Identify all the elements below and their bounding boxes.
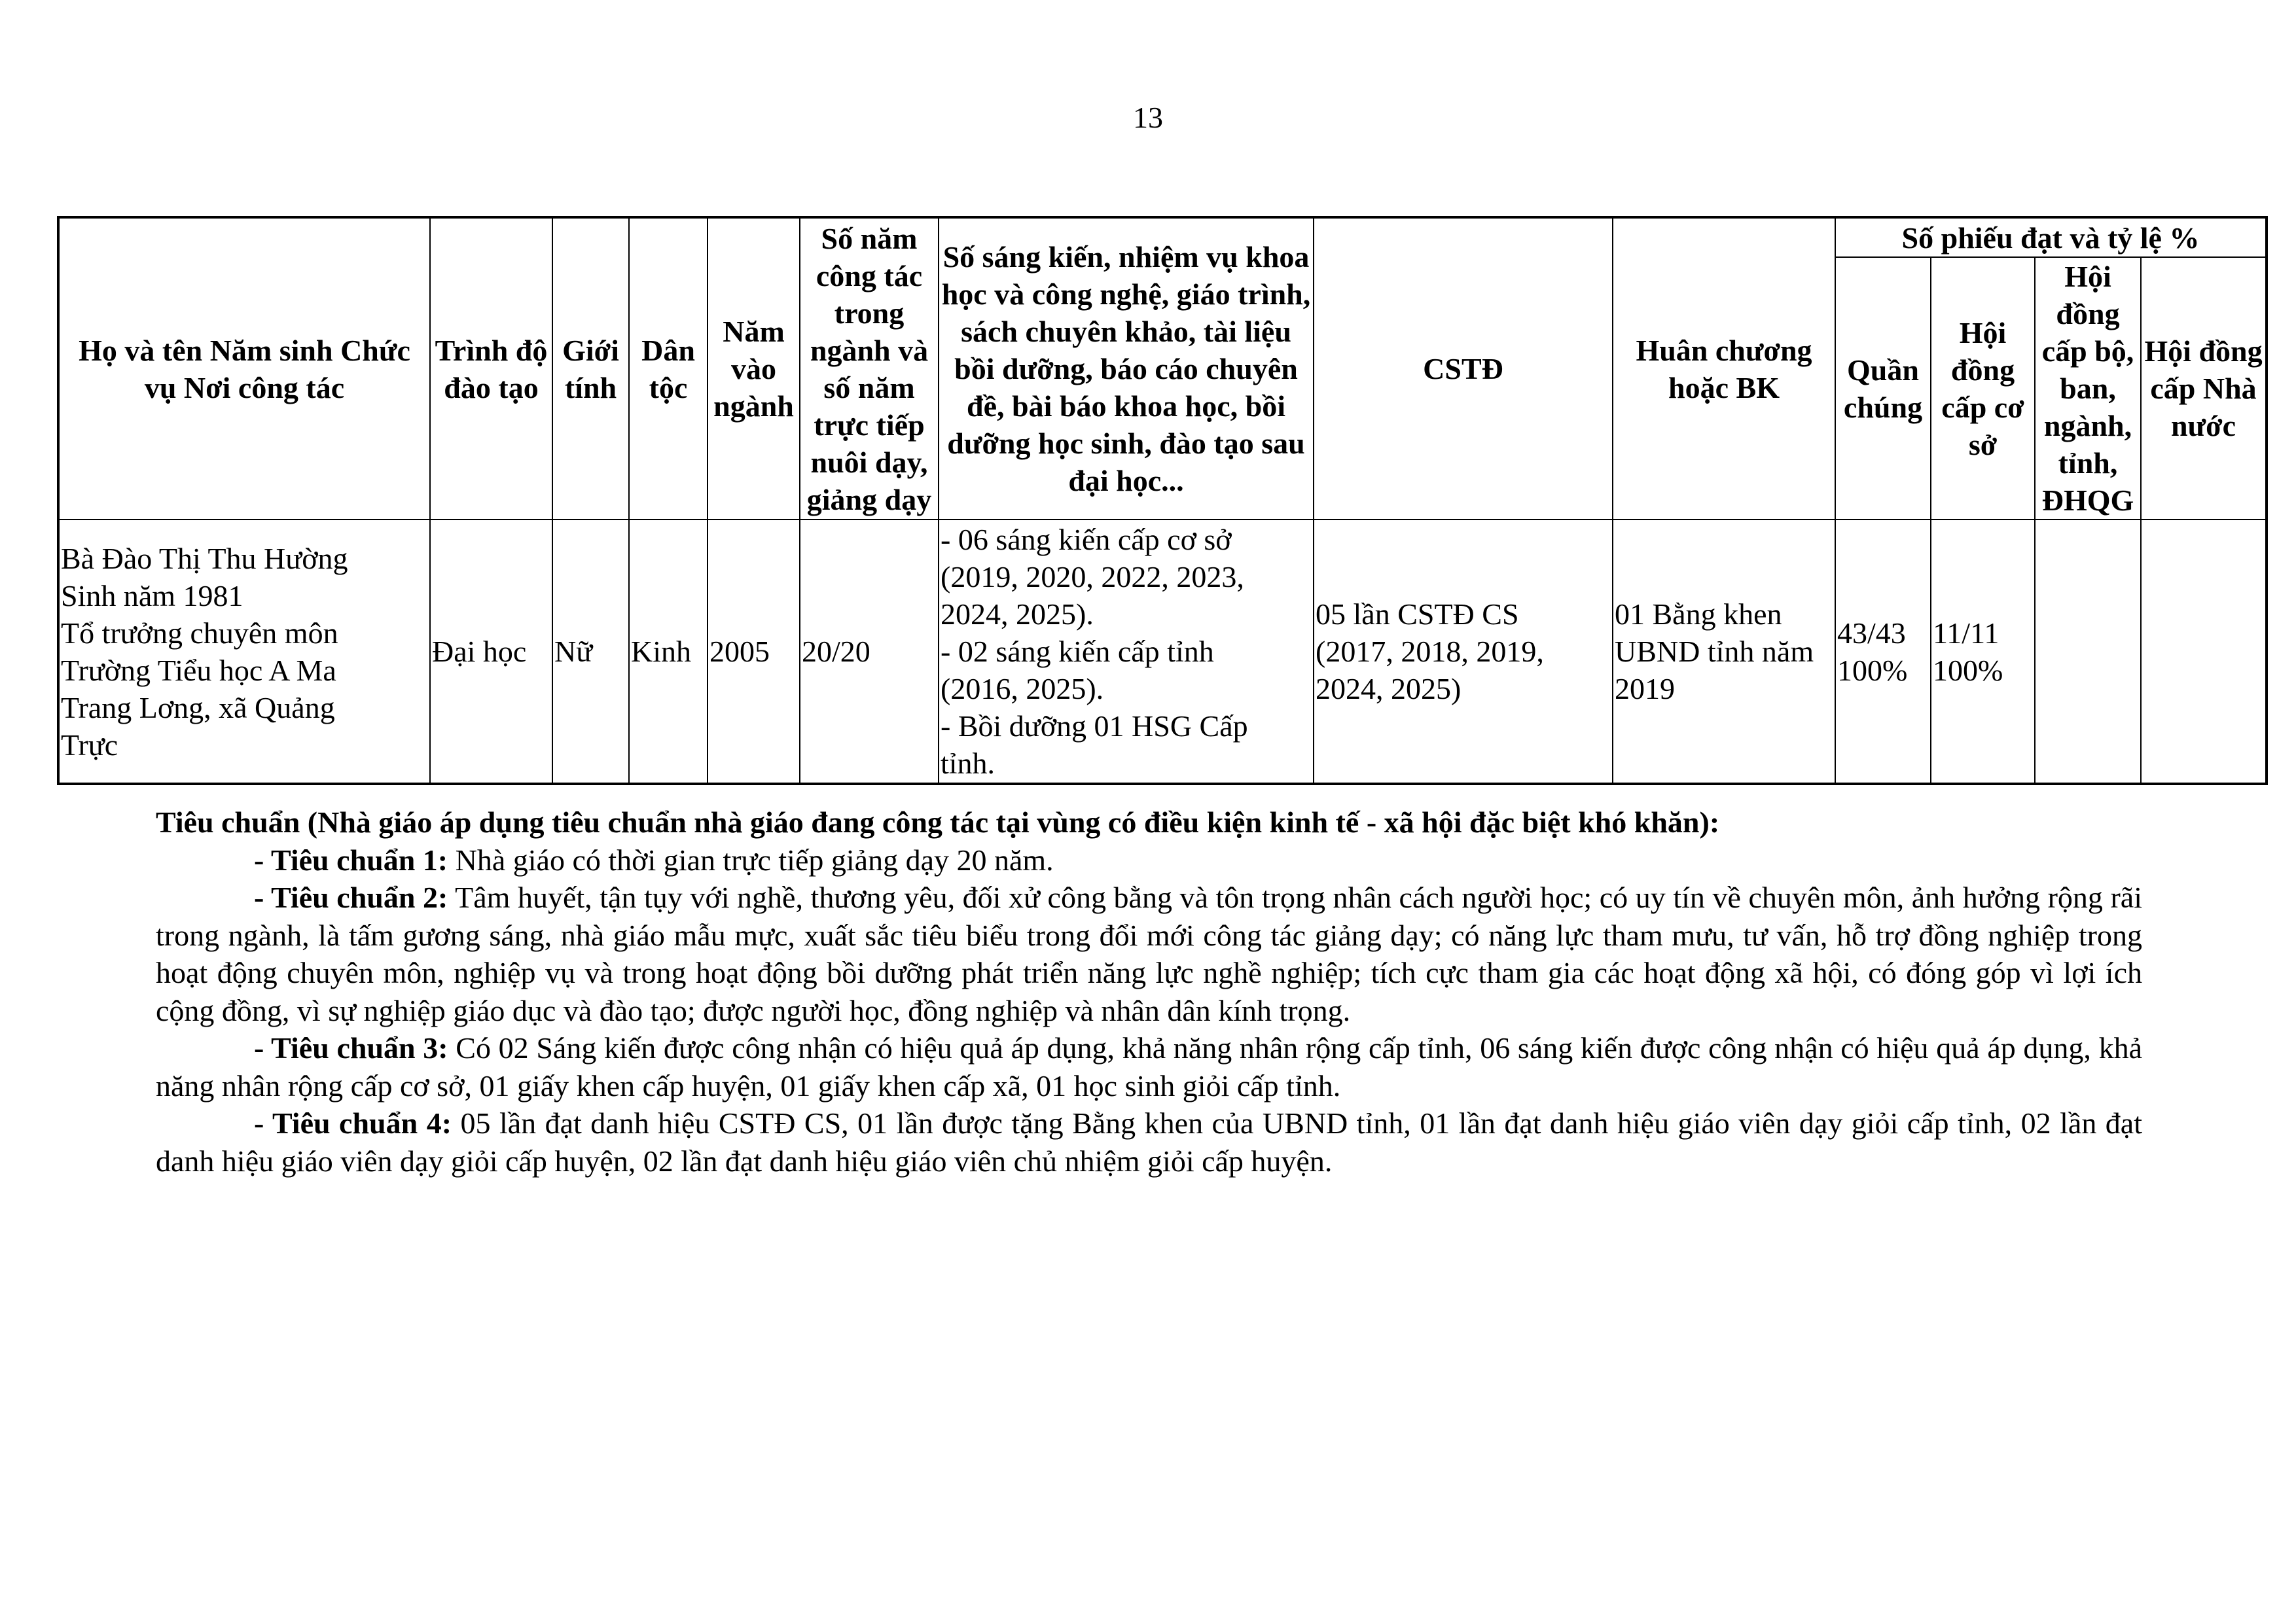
header-cstd: CSTĐ	[1314, 217, 1613, 520]
criteria-text: 05 lần đạt danh hiệu CSTĐ CS, 01 lần được tặng Bằng khen của UBND tỉnh, 01 lần đạt danh hiệu giáo viên dạy giỏi cấp tỉnh, 02 lần đạt danh hiệu giáo viên dạy giỏi cấp huyện, 02 lần đạt danh hiệu giáo viên chủ nhiệm giỏi cấp huyện.	[156, 1106, 2142, 1178]
criteria-section	[156, 803, 2142, 1180]
header-name: Họ và tên Năm sinh Chức vụ Nơi công tác	[58, 217, 430, 520]
cell-votes-state	[2141, 520, 2267, 784]
cell-votes-ministry	[2035, 520, 2141, 784]
criteria-text: Có 02 Sáng kiến được công nhận có hiệu quả áp dụng, khả năng nhân rộng cấp tỉnh, 06 sáng kiến được công nhận có hiệu quả áp dụng, khả năng nhân rộng cấp cơ sở, 01 giấy khen cấp huyện, 01 giấy khen cấp xã, 01 học sinh giỏi cấp tỉnh.	[156, 1031, 2142, 1103]
cell-name: Bà Đào Thị Thu Hường Sinh năm 1981 Tổ trưởng chuyên môn Trường Tiểu học A Ma Trang Lơng, xã Quảng Trực	[58, 520, 430, 784]
header-education: Trình độ đào tạo	[430, 217, 552, 520]
header-year-joined: Năm vào ngành	[708, 217, 800, 520]
cell-medal: 01 Bằng khen UBND tỉnh năm 2019	[1613, 520, 1835, 784]
cell-gender: Nữ	[552, 520, 629, 784]
criteria-label: - Tiêu chuẩn 2:	[254, 881, 448, 914]
header-votes-base: Hội đồng cấp cơ sở	[1931, 257, 2035, 520]
header-gender: Giới tính	[552, 217, 629, 520]
nominee-table	[57, 216, 2268, 785]
header-years-service: Số năm công tác trong ngành và số năm trực tiếp nuôi dạy, giảng dạy	[800, 217, 939, 520]
criteria-label: - Tiêu chuẩn 1:	[254, 843, 448, 877]
criteria-heading: Tiêu chuẩn (Nhà giáo áp dụng tiêu chuẩn nhà giáo đang công tác tại vùng có điều kiện kinh tế - xã hội đặc biệt khó khăn):	[156, 805, 1720, 839]
cell-ethnicity: Kinh	[629, 520, 708, 784]
header-initiatives: Số sáng kiến, nhiệm vụ khoa học và công nghệ, giáo trình, sách chuyên khảo, tài liệu bồi dưỡng, báo cáo chuyên đề, bài báo khoa học, bồi dưỡng học sinh, đào tạo sau đại học...	[939, 217, 1314, 520]
cell-year-joined: 2005	[708, 520, 800, 784]
page-number: 13	[1133, 101, 1163, 134]
criteria-text: Tâm huyết, tận tụy với nghề, thương yêu, đối xử công bằng và tôn trọng nhân cách người học; có uy tín về chuyên môn, ảnh hưởng rộng rãi trong ngành, là tấm gương sáng, nhà giáo mẫu mực, xuất sắc tiêu biểu trong đổi mới công tác giảng dạy; có năng lực tham mưu, tư vấn, hỗ trợ đồng nghiệp trong hoạt động chuyên môn, nghiệp vụ và trong hoạt động bồi dưỡng phát triển năng lực nghề nghiệp; tích cực tham gia các hoạt động xã hội, có đóng góp vì lợi ích cộng đồng, vì sự nghiệp giáo dục và đào tạo; được người học, đồng nghiệp và nhân dân kính trọng.	[156, 881, 2142, 1027]
criteria-item	[156, 1029, 2142, 1104]
criteria-item	[156, 841, 2142, 879]
header-votes-ministry: Hội đồng cấp bộ, ban, ngành, tỉnh, ĐHQG	[2035, 257, 2141, 520]
header-medal: Huân chương hoặc BK	[1613, 217, 1835, 520]
cell-votes-public: 43/43 100%	[1835, 520, 1931, 784]
criteria-item	[156, 1104, 2142, 1180]
cell-cstd: 05 lần CSTĐ CS (2017, 2018, 2019, 2024, 2025)	[1314, 520, 1613, 784]
cell-years-service: 20/20	[800, 520, 939, 784]
criteria-text: Nhà giáo có thời gian trực tiếp giảng dạy 20 năm.	[448, 843, 1054, 877]
header-votes-group: Số phiếu đạt và tỷ lệ %	[1835, 217, 2267, 257]
cell-votes-base: 11/11 100%	[1931, 520, 2035, 784]
criteria-label: - Tiêu chuẩn 3:	[254, 1031, 448, 1065]
header-ethnicity: Dân tộc	[629, 217, 708, 520]
criteria-label: - Tiêu chuẩn 4:	[254, 1106, 452, 1140]
criteria-item	[156, 879, 2142, 1029]
header-votes-public: Quần chúng	[1835, 257, 1931, 520]
cell-education: Đại học	[430, 520, 552, 784]
cell-initiatives: - 06 sáng kiến cấp cơ sở (2019, 2020, 2022, 2023, 2024, 2025). - 02 sáng kiến cấp tỉnh (2016, 2025). - Bồi dưỡng 01 HSG Cấp tỉnh.	[939, 520, 1314, 784]
table-row	[58, 520, 2267, 784]
header-votes-state: Hội đồng cấp Nhà nước	[2141, 257, 2267, 520]
